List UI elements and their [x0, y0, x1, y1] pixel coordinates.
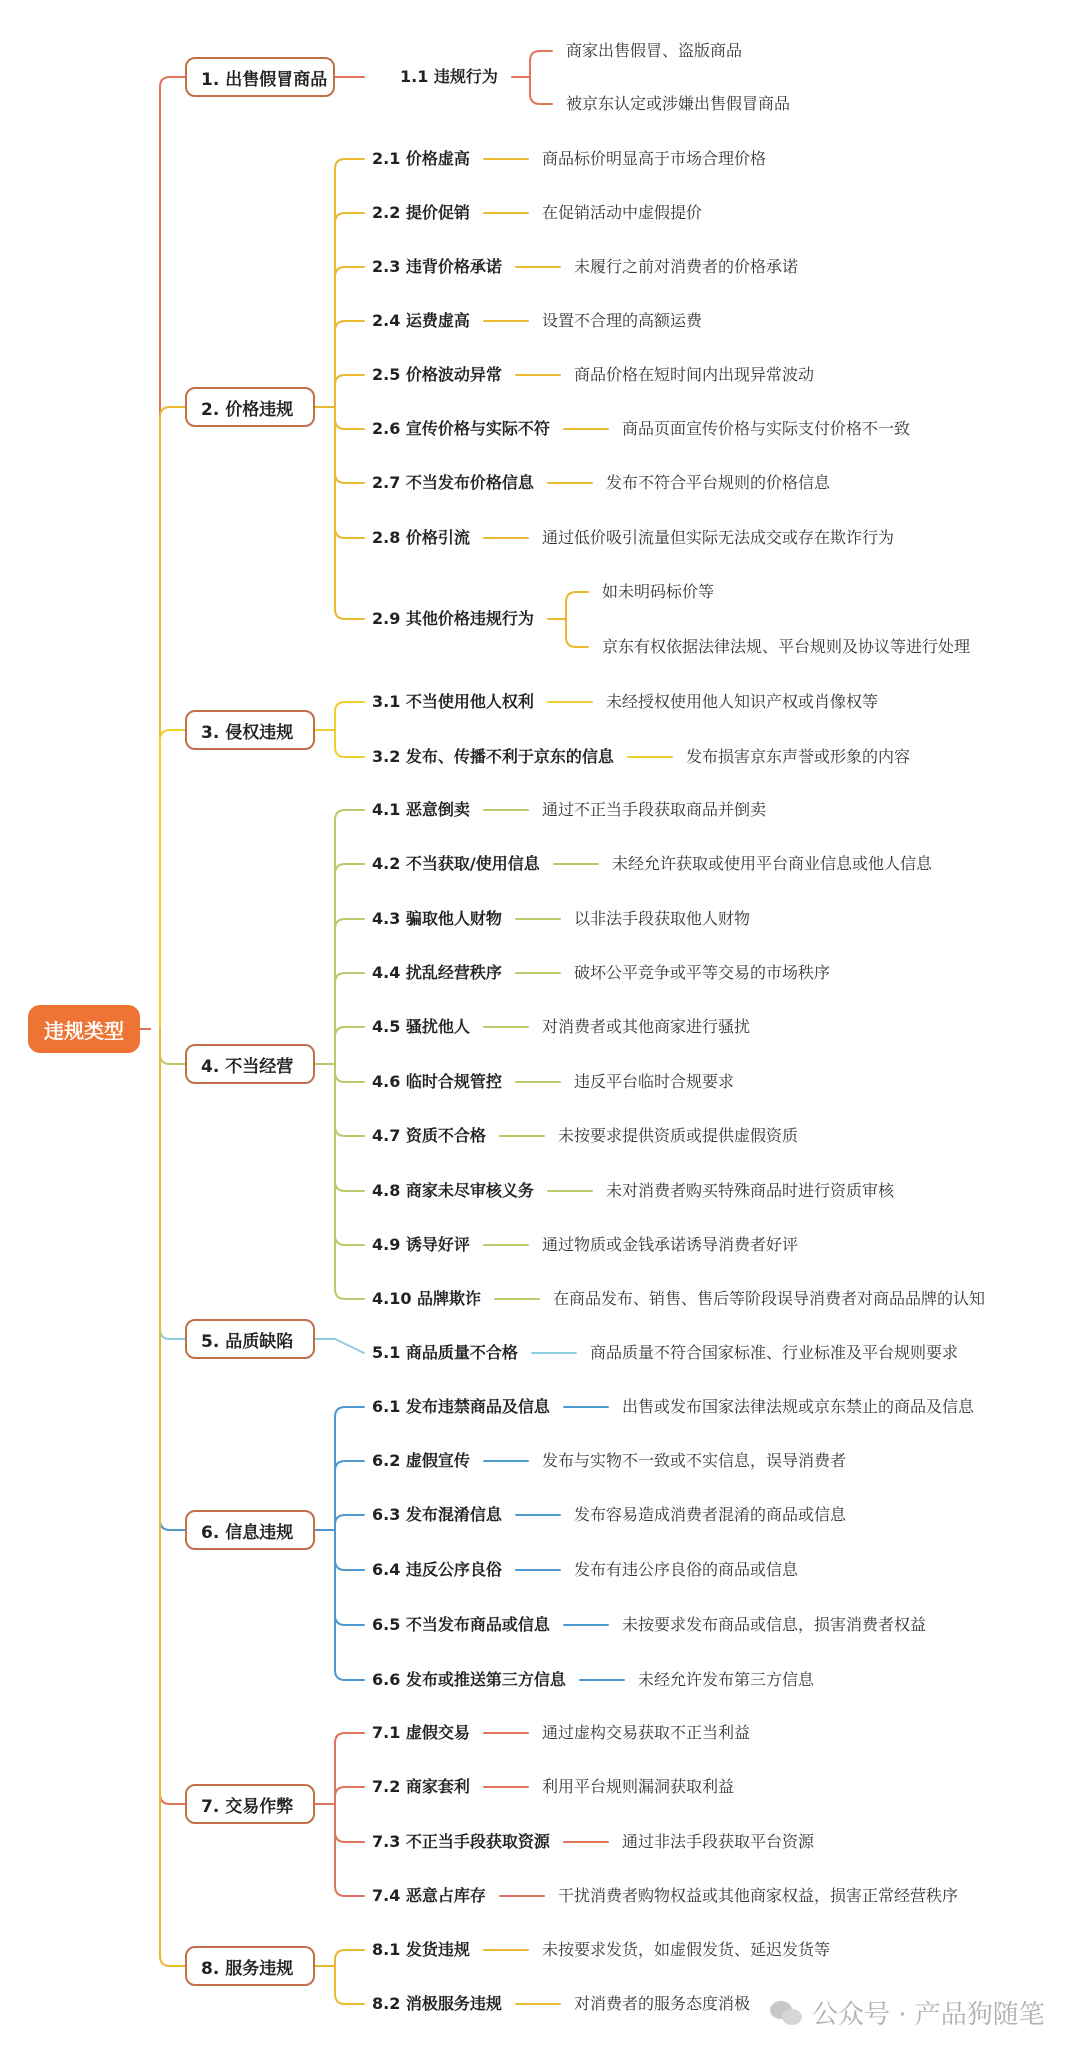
category-node: 2. 价格违规	[185, 387, 315, 427]
sub-node: 1.1 违规行为	[400, 67, 498, 86]
sub-connector	[335, 973, 364, 1064]
leaf-text: 未履行之前对消费者的价格承诺	[574, 257, 799, 276]
sub-connector	[335, 1064, 364, 1191]
leaf-text: 如未明码标价等	[602, 582, 715, 601]
sub-node: 2.9 其他价格违规行为	[372, 609, 534, 628]
leaf-text: 对消费者或其他商家进行骚扰	[542, 1017, 751, 1036]
leaf-text: 通过非法手段获取平台资源	[622, 1832, 815, 1851]
leaf-text: 未按要求发布商品或信息，损害消费者权益	[622, 1615, 927, 1634]
sub-connector	[335, 1787, 364, 1804]
category-node: 5. 品质缺陷	[185, 1319, 315, 1359]
leaf-text: 未对消费者购买特殊商品时进行资质审核	[606, 1181, 895, 1200]
leaf-text: 发布有违公序良俗的商品或信息	[574, 1560, 799, 1579]
sub-connector	[335, 919, 364, 1064]
sub-connector	[335, 267, 364, 407]
sub-node: 6.4 违反公序良俗	[372, 1560, 502, 1579]
sub-node: 4.1 恶意倒卖	[372, 800, 470, 819]
sub-connector	[335, 213, 364, 407]
sub-node: 6.2 虚假宣传	[372, 1451, 470, 1470]
sub-connector	[335, 1339, 364, 1353]
category-connector	[160, 77, 185, 1029]
leaf-connector	[530, 51, 552, 77]
sub-connector	[335, 1064, 364, 1082]
leaf-connector	[530, 77, 552, 104]
sub-connector	[335, 810, 364, 1064]
category-connector	[160, 1029, 185, 1530]
leaf-text: 发布损害京东声誉或形象的内容	[686, 747, 911, 766]
leaf-text: 通过低价吸引流量但实际无法成交或存在欺诈行为	[542, 528, 895, 547]
sub-connector	[335, 1064, 364, 1136]
sub-node: 2.3 违背价格承诺	[372, 257, 502, 276]
sub-node: 6.3 发布混淆信息	[372, 1505, 502, 1524]
leaf-text: 通过不正当手段获取商品并倒卖	[542, 800, 767, 819]
sub-connector	[335, 1027, 364, 1064]
sub-connector	[335, 730, 364, 757]
sub-connector	[335, 1064, 364, 1245]
leaf-text: 未经允许获取或使用平台商业信息或他人信息	[612, 854, 933, 873]
watermark-text: 公众号 · 产品狗随笔	[812, 2000, 1045, 2030]
leaf-connector	[566, 592, 588, 619]
leaf-text: 在商品发布、销售、售后等阶段误导消费者对商品品牌的认知	[553, 1289, 986, 1308]
leaf-text: 商品页面宣传价格与实际支付价格不一致	[622, 419, 911, 438]
sub-connector	[335, 1407, 364, 1530]
sub-node: 3.1 不当使用他人权利	[372, 692, 534, 711]
leaf-text: 干扰消费者购物权益或其他商家权益，损害正常经营秩序	[558, 1886, 959, 1905]
sub-connector	[335, 1461, 364, 1530]
leaf-text: 发布与实物不一致或不实信息，误导消费者	[542, 1451, 847, 1470]
sub-node: 4.3 骗取他人财物	[372, 909, 502, 928]
sub-node: 4.2 不当获取/使用信息	[372, 854, 540, 873]
leaf-text: 出售或发布国家法律法规或京东禁止的商品及信息	[622, 1397, 975, 1416]
category-node: 8. 服务违规	[185, 1946, 315, 1986]
sub-node: 8.2 消极服务违规	[372, 1994, 502, 2013]
sub-node: 7.4 恶意占库存	[372, 1886, 486, 1905]
sub-node: 5.1 商品质量不合格	[372, 1343, 518, 1362]
leaf-text: 利用平台规则漏洞获取利益	[542, 1777, 735, 1796]
sub-node: 3.2 发布、传播不利于京东的信息	[372, 747, 614, 766]
sub-connector	[335, 375, 364, 407]
category-node: 3. 侵权违规	[185, 710, 315, 750]
watermark	[770, 1994, 1045, 2031]
leaf-text: 未经允许发布第三方信息	[638, 1670, 815, 1689]
sub-connector	[335, 1530, 364, 1625]
sub-connector	[335, 407, 364, 483]
sub-connector	[335, 321, 364, 407]
leaf-text: 发布不符合平台规则的价格信息	[606, 473, 831, 492]
sub-connector	[335, 1733, 364, 1804]
leaf-connector	[566, 619, 588, 647]
sub-connector	[335, 1950, 364, 1966]
sub-node: 7.1 虚假交易	[372, 1723, 470, 1742]
sub-connector	[335, 159, 364, 407]
sub-connector	[335, 1064, 364, 1299]
leaf-text: 未按要求发货，如虚假发货、延迟发货等	[542, 1940, 831, 1959]
sub-node: 4.7 资质不合格	[372, 1126, 486, 1145]
leaf-text: 对消费者的服务态度消极	[574, 1994, 751, 2013]
category-connector	[160, 407, 185, 1029]
root-node: 违规类型	[28, 1005, 140, 1053]
category-node: 1. 出售假冒商品	[185, 57, 335, 97]
sub-connector	[335, 1515, 364, 1530]
leaf-text: 以非法手段获取他人财物	[574, 909, 751, 928]
sub-node: 2.1 价格虚高	[372, 149, 470, 168]
leaf-text: 商品价格在短时间内出现异常波动	[574, 365, 815, 384]
leaf-text: 商品质量不符合国家标准、行业标准及平台规则要求	[590, 1343, 959, 1362]
category-connector	[160, 1029, 185, 1804]
category-node: 7. 交易作弊	[185, 1784, 315, 1824]
sub-node: 2.7 不当发布价格信息	[372, 473, 534, 492]
sub-connector	[335, 864, 364, 1064]
leaf-text: 京东有权依据法律法规、平台规则及协议等进行处理	[602, 637, 971, 656]
sub-node: 2.5 价格波动异常	[372, 365, 502, 384]
sub-connector	[335, 1804, 364, 1842]
sub-node: 2.4 运费虚高	[372, 311, 470, 330]
leaf-text: 商家出售假冒、盗版商品	[566, 41, 743, 60]
sub-node: 4.9 诱导好评	[372, 1235, 470, 1254]
sub-node: 4.8 商家未尽审核义务	[372, 1181, 534, 1200]
sub-connector	[335, 1966, 364, 2004]
wechat-icon	[770, 1999, 804, 2027]
sub-node: 6.5 不当发布商品或信息	[372, 1615, 550, 1634]
leaf-text: 通过物质或金钱承诺诱导消费者好评	[542, 1235, 799, 1254]
category-connector	[160, 1029, 185, 1966]
category-connector	[160, 730, 185, 1029]
category-node: 4. 不当经营	[185, 1044, 315, 1084]
sub-node: 2.6 宣传价格与实际不符	[372, 419, 550, 438]
category-connector	[160, 1029, 185, 1339]
leaf-text: 破坏公平竞争或平等交易的市场秩序	[574, 963, 831, 982]
sub-node: 4.4 扰乱经营秩序	[372, 963, 502, 982]
sub-connector	[335, 702, 364, 730]
sub-node: 7.3 不正当手段获取资源	[372, 1832, 550, 1851]
leaf-text: 在促销活动中虚假提价	[542, 203, 703, 222]
sub-connector	[335, 1530, 364, 1680]
sub-node: 4.10 品牌欺诈	[372, 1289, 482, 1308]
sub-node: 7.2 商家套利	[372, 1777, 470, 1796]
leaf-text: 设置不合理的高额运费	[542, 311, 703, 330]
category-node: 6. 信息违规	[185, 1510, 315, 1550]
leaf-text: 未按要求提供资质或提供虚假资质	[558, 1126, 799, 1145]
leaf-text: 通过虚构交易获取不正当利益	[542, 1723, 751, 1742]
sub-connector	[335, 1530, 364, 1570]
sub-node: 4.6 临时合规管控	[372, 1072, 502, 1091]
leaf-text: 发布容易造成消费者混淆的商品或信息	[574, 1505, 847, 1524]
sub-node: 6.6 发布或推送第三方信息	[372, 1670, 566, 1689]
sub-connector	[335, 407, 364, 429]
leaf-text: 未经授权使用他人知识产权或肖像权等	[606, 692, 879, 711]
leaf-text: 被京东认定或涉嫌出售假冒商品	[566, 94, 791, 113]
leaf-text: 商品标价明显高于市场合理价格	[542, 149, 767, 168]
sub-node: 2.8 价格引流	[372, 528, 470, 547]
sub-node: 6.1 发布违禁商品及信息	[372, 1397, 550, 1416]
leaf-text: 违反平台临时合规要求	[574, 1072, 735, 1091]
category-connector	[160, 1029, 185, 1064]
sub-connector	[335, 1804, 364, 1896]
sub-node: 8.1 发货违规	[372, 1940, 470, 1959]
sub-node: 2.2 提价促销	[372, 203, 470, 222]
sub-node: 4.5 骚扰他人	[372, 1017, 470, 1036]
sub-connector	[335, 407, 364, 619]
